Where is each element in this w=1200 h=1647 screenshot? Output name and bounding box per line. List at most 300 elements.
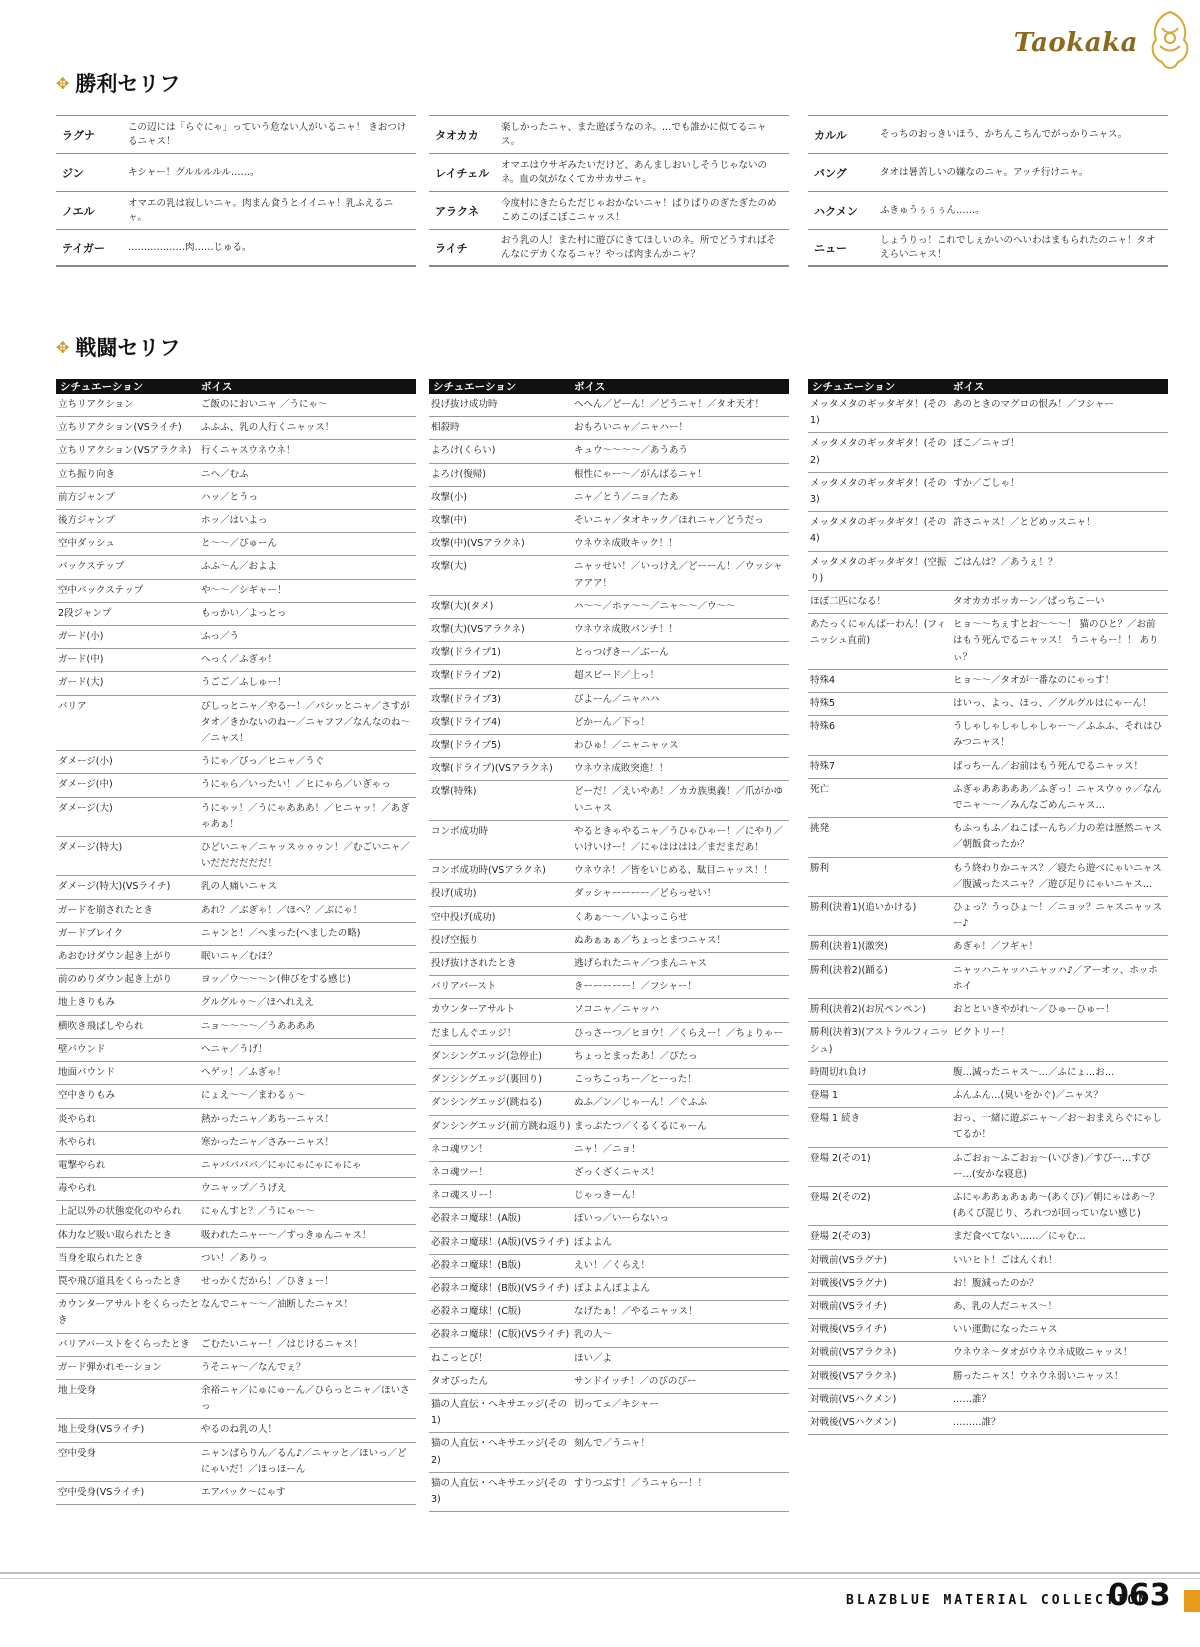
situation-cell: カウンターアサルト: [431, 1004, 516, 1016]
table-row: [429, 781, 789, 820]
situation-cell: 当身を取られたとき: [58, 1252, 144, 1264]
table-row: [56, 1248, 416, 1271]
voice-cell: くあぁ～～／いよっこらせ: [574, 911, 688, 923]
character-name: バング: [814, 166, 847, 180]
table-row: [808, 1296, 1168, 1319]
table-row: [429, 417, 789, 440]
voice-cell: せっかくだから！／ひきょー！: [201, 1275, 334, 1287]
situation-cell: 前方ジャンプ: [58, 491, 115, 503]
situation-cell: ダンシングエッジ(裏回り): [431, 1074, 542, 1086]
situation-cell: ねこっとび！: [431, 1352, 488, 1364]
situation-cell: 空中投げ(成功): [431, 911, 496, 923]
situation-cell: 猫の人直伝・ヘキサエッジ(その2): [431, 1438, 568, 1466]
voice-cell: ニャ！／ニョ！: [574, 1143, 641, 1155]
header-situation: シチュエーション: [60, 381, 144, 393]
victory-line: おう乳の人！また村に遊びにきてほしいのネ。所でどうすればそんなにデカくなるニャ？やっぱ肉まんかニャ？: [501, 234, 776, 260]
table-row: [56, 672, 416, 695]
table-row: [429, 1301, 789, 1324]
situation-cell: ダメージ(小): [58, 756, 113, 768]
table-row: [429, 821, 789, 860]
situation-cell: 必殺ネコ魔球！(C版): [431, 1306, 522, 1318]
page-tab-marker: [1184, 1590, 1200, 1612]
table-row: [429, 930, 789, 953]
table-row: [808, 433, 1168, 472]
table-row: [56, 1201, 416, 1224]
situation-cell: 登場 1: [810, 1089, 839, 1101]
table-row: [429, 689, 789, 712]
table-row: [56, 1294, 416, 1333]
situation-cell: ガード(中): [58, 654, 104, 666]
situation-cell: 横吹き飛ばしやられ: [58, 1020, 144, 1032]
situation-cell: 2段ジャンプ: [58, 607, 112, 619]
voice-cell: とっつげきー／ぶーん: [574, 647, 669, 659]
situation-cell: 攻撃(ドライブ)(VSアラクネ): [431, 763, 553, 775]
voice-cell: ひょっ？うっひょ～！／ニョッ？ニャスニャッスー♪: [953, 902, 1163, 930]
table-row: [56, 417, 416, 440]
voice-cell: にょえ～～／まわるぅ～: [201, 1090, 306, 1102]
situation-cell: 後方ジャンプ: [58, 515, 115, 527]
table-row: [429, 1371, 789, 1394]
situation-cell: 前のめりダウン起き上がり: [58, 974, 173, 986]
table-row: [429, 1232, 789, 1255]
table-row: [429, 394, 789, 417]
voice-cell: ウニャップ／うげえ: [201, 1183, 287, 1195]
situation-cell: ネコ魂ワン！: [431, 1143, 489, 1155]
table-row: [56, 1380, 416, 1419]
table-header: [56, 379, 416, 394]
situation-cell: 登場 2(その2): [810, 1191, 871, 1203]
situation-cell: 特殊7: [810, 760, 836, 772]
situation-cell: ガードブレイク: [58, 927, 124, 939]
situation-cell: ガード(大): [58, 677, 104, 689]
table-row: [429, 619, 789, 642]
situation-cell: 死亡: [810, 783, 830, 795]
situation-cell: 氷やられ: [58, 1136, 97, 1148]
situation-cell: 勝利(決着3)(アストラルフィニッシュ): [810, 1027, 949, 1055]
voice-cell: なげたぁ！／やるニャッス！: [574, 1306, 698, 1318]
situation-cell: 登場 1 続き: [810, 1113, 861, 1125]
victory-line: そっちのおっきいほう、かちんこちんでがっかりニャス。: [880, 128, 1128, 140]
voice-cell: 余裕ニャ／にゅにゅーん／ひらっとニャ／ほいさっ: [201, 1384, 410, 1413]
voice-cell: どーだ！／えいやあ！／カカ族奥義！／爪がかゆいニャス: [574, 786, 784, 814]
situation-cell: ダメージ(中): [58, 779, 113, 791]
voice-cell: 根性にゃー～／がんばるニャ！: [574, 468, 707, 480]
table-row: [808, 552, 1168, 591]
table-row: [56, 649, 416, 672]
situation-cell: 地上受身: [58, 1384, 97, 1396]
voice-cell: もっかい／よっとっ: [201, 607, 287, 619]
situation-cell: 勝利(決着1)(激突): [810, 941, 888, 953]
table-row: [429, 712, 789, 735]
voice-cell: サンドイッチ！／のびのびー: [574, 1375, 697, 1387]
victory-column-1: [56, 115, 416, 267]
table-row: [429, 596, 789, 619]
situation-cell: メッタメタのギッタギタ！(その4): [810, 517, 947, 545]
table-row: [429, 533, 789, 556]
voice-cell: やるのね乳の人！: [201, 1424, 278, 1436]
voice-cell: ハッ／とうっ: [201, 491, 259, 503]
voice-cell: もふっもふ／ねこぱーんち／力の差は歴然ニャス／朝飯食ったか？: [953, 823, 1163, 851]
voice-cell: へへん／どーん！／どうニャ！／タオ天才！: [574, 399, 765, 410]
table-row: [56, 1016, 416, 1039]
victory-row: [56, 229, 416, 267]
situation-cell: 攻撃(小): [431, 491, 467, 503]
table-row: [808, 1085, 1168, 1108]
table-row: [808, 756, 1168, 779]
table-row: [808, 818, 1168, 857]
voice-cell: ウネウネ成敗キック！！: [574, 538, 678, 550]
situation-cell: コンボ成功時(VSアラクネ): [431, 865, 546, 877]
voice-cell: 乳の人～: [574, 1329, 613, 1341]
victory-row: [429, 229, 789, 267]
situation-cell: よろけ(くらい): [431, 445, 496, 457]
voice-cell: うにゃッ！／うにゃあああ！／ヒニャッ！／あぎゃあぁ！: [201, 802, 410, 830]
voice-cell: ニャ／とう／ニョ／たあ: [574, 491, 679, 503]
table-row: [808, 1412, 1168, 1435]
voice-cell: ざっくざくニャス！: [574, 1166, 660, 1178]
voice-cell: と～～／ぴゅーん: [201, 538, 278, 550]
battle-heading-text: 戦闘セリフ: [75, 336, 181, 360]
voice-cell: ウネウネ成敗パンチ！！: [574, 624, 678, 636]
situation-cell: メッタメタのギッタギタ！(その1): [810, 399, 947, 427]
footer-rule: [0, 1572, 1200, 1574]
situation-cell: 攻撃(大)(タメ): [431, 600, 494, 612]
table-row: [56, 440, 416, 463]
header-voice: ボイス: [201, 381, 233, 393]
battle-column-3: [808, 379, 1168, 1435]
table-row: [808, 716, 1168, 755]
voice-cell: びよーん／ニャハハ: [574, 693, 660, 705]
voice-cell: すりつぶす！／うニャらー！！: [574, 1477, 708, 1489]
situation-cell: 勝利: [810, 862, 830, 874]
voice-cell: や～～／シギャー！: [201, 584, 287, 596]
victory-line: オマエの乳は寂しいニャ。肉まん食うとイイニャ！乳ふえるニャ。: [128, 197, 394, 223]
voice-cell: あ、乳の人だニャス～！: [953, 1300, 1058, 1312]
voice-cell: 眠いニャ／むほ？: [201, 951, 278, 963]
situation-cell: 時間切れ負け: [810, 1066, 868, 1078]
voice-cell: こっちこっちー／とーった！: [574, 1074, 697, 1086]
table-row: [429, 556, 789, 595]
table-row: [429, 642, 789, 665]
table-row: [808, 1250, 1168, 1273]
situation-cell: バックステップ: [58, 561, 125, 573]
situation-cell: 対戦前(VSラグナ): [810, 1254, 887, 1266]
character-name: ハクメン: [814, 204, 858, 218]
situation-cell: 攻撃(ドライブ2): [431, 670, 501, 682]
table-row: [56, 923, 416, 946]
table-row: [429, 487, 789, 510]
victory-row: [808, 229, 1168, 267]
victory-line: しょうりっ！これでしぇかいのへいわはまもられたのニャ！タオえらいニャス！: [880, 234, 1156, 260]
table-row: [808, 936, 1168, 959]
voice-cell: ウネウネ成敗突進！！: [574, 763, 669, 775]
situation-cell: ダメージ(大): [58, 802, 113, 814]
situation-cell: 特殊6: [810, 721, 836, 733]
situation-cell: ガード(小): [58, 631, 104, 643]
voice-cell: エアバック～にゃす: [201, 1486, 286, 1498]
table-row: [429, 1023, 789, 1046]
table-row: [808, 1342, 1168, 1365]
battle-column-1: [56, 379, 416, 1505]
voice-cell: ニャババババ／にゃにゃにゃにゃにゃ: [201, 1159, 362, 1171]
voice-cell: 勝ったニャス！ウネウネ弱いニャッス！: [953, 1370, 1124, 1382]
voice-cell: つい！／ありっ: [201, 1252, 268, 1264]
situation-cell: バリア: [58, 700, 87, 712]
victory-line: ………………肉……じゅる。: [128, 241, 252, 253]
voice-cell: 超スピード／上っ！: [574, 670, 660, 682]
table-row: [429, 1394, 789, 1433]
voice-cell: うごご／ふしゅー！: [201, 677, 287, 689]
voice-cell: ふふふ、乳の人行くニャッス！: [201, 422, 335, 434]
voice-cell: キュウ～～～～／あうあう: [574, 445, 689, 457]
victory-line: ふきゅうぅぅぅん……。: [880, 204, 985, 216]
victory-heading-text: 勝利セリフ: [75, 72, 181, 96]
table-row: [56, 1039, 416, 1062]
situation-cell: 攻撃(ドライブ4): [431, 716, 501, 728]
situation-cell: バリアバーストをくらったとき: [58, 1338, 190, 1350]
voice-cell: にゃんすと？／うにゃ～～: [201, 1206, 315, 1218]
page-number: 063: [1108, 1578, 1171, 1613]
situation-cell: 立ちリアクション: [58, 399, 134, 410]
character-name: ライチ: [435, 241, 468, 255]
table-row: [429, 665, 789, 688]
situation-cell: 必殺ネコ魔球！(C版)(VSライチ): [431, 1329, 570, 1341]
voice-cell: ホッ／はいよっ: [201, 515, 268, 527]
table-row: [56, 533, 416, 556]
voice-cell: ぴしっとニャ／やるー！／バシッとニャ／さすがタオ／きかないのねー／ニャフフ／なんなのね～／ニャス！: [201, 700, 411, 745]
voice-cell: お！腹減ったのか？: [953, 1277, 1039, 1289]
table-row: [429, 1139, 789, 1162]
battle-column-2: [429, 379, 789, 1512]
table-row: [56, 900, 416, 923]
voice-cell: うにゃら／いったい！／ヒにゃら／いぎゃっ: [201, 779, 391, 791]
situation-cell: ガード弾かれモーション: [58, 1361, 162, 1373]
situation-cell: 空中きりもみ: [58, 1090, 116, 1102]
voice-cell: タオカカボッカーン／ぱっちこーい: [953, 596, 1105, 608]
situation-cell: 猫の人直伝・ヘキサエッジ(その1): [431, 1398, 568, 1427]
voice-cell: ヒョ～～／タオが一番なのにゃっす！: [953, 674, 1115, 686]
table-row: [56, 464, 416, 487]
situation-cell: 上記以外の状態変化のやられ: [58, 1206, 182, 1218]
situation-cell: 攻撃(大): [431, 561, 467, 573]
table-row: [56, 992, 416, 1015]
voice-cell: ほい／よ: [574, 1352, 613, 1364]
table-row: [56, 1334, 416, 1357]
situation-cell: 対戦後(VSアラクネ): [810, 1370, 897, 1382]
voice-cell: ばっちーん／お前はもう死んでるニャッス！: [953, 760, 1144, 772]
situation-cell: 体力など吸い取られたとき: [58, 1229, 173, 1241]
situation-cell: タオぴったん: [431, 1375, 489, 1387]
situation-cell: 壁バウンド: [58, 1043, 106, 1055]
situation-cell: 攻撃(ドライブ5): [431, 740, 501, 752]
situation-cell: 相殺時: [431, 422, 460, 434]
victory-column-2: [429, 115, 789, 267]
character-name: アラクネ: [435, 204, 479, 218]
situation-cell: 特殊5: [810, 698, 836, 710]
situation-cell: ネコ魂ツー！: [431, 1166, 489, 1178]
table-row: [56, 837, 416, 876]
voice-cell: 切ってェ／キシャー: [574, 1398, 659, 1410]
voice-cell: ちょっとまったあ！／ぴたっ: [574, 1050, 698, 1062]
table-row: [429, 1473, 789, 1512]
victory-line: オマエはウサギみたいだけど、あんましおいしそうじゃないのネ。血の気がなくてカサカサニャ。: [501, 159, 768, 185]
character-name: ニュー: [814, 241, 847, 255]
victory-line: この辺には「らぐにゃ」っていう危ない人がいるニャ！ きおつけるニャス！: [128, 121, 407, 147]
character-name: カルル: [814, 128, 847, 142]
table-row: [429, 464, 789, 487]
voice-cell: ヘニャ／うげ！: [201, 1043, 268, 1055]
voice-cell: すか／ごしゃ！: [953, 477, 1020, 489]
table-row: [429, 735, 789, 758]
table-row: [808, 1226, 1168, 1249]
situation-cell: コンボ成功時: [431, 825, 489, 837]
situation-cell: ダメージ(特大)(VSライチ): [58, 881, 171, 893]
situation-cell: バリアバースト: [431, 981, 497, 993]
situation-cell: 攻撃(特殊): [431, 786, 477, 798]
character-name: タオカカ: [435, 128, 479, 142]
voice-cell: どかーん／下っ！: [574, 716, 651, 728]
situation-cell: 対戦前(VSハクメン): [810, 1393, 897, 1405]
character-name: ジン: [62, 166, 84, 180]
battle-heading: [56, 332, 180, 362]
victory-heading: [56, 68, 180, 98]
table-row: [808, 614, 1168, 670]
voice-cell: おとといきやがれ～／ひゅーひゅー！: [953, 1004, 1115, 1016]
table-row: [56, 876, 416, 899]
situation-cell: 攻撃(中)(VSアラクネ): [431, 538, 525, 550]
voice-cell: ウネウネ！／皆をいじめる、駄目ニャッス！！: [574, 865, 773, 877]
voice-cell: ご飯のにおいニャ ／うにゃ～: [201, 399, 328, 410]
table-row: [808, 1273, 1168, 1296]
table-row: [429, 1433, 789, 1472]
table-row: [808, 473, 1168, 512]
voice-cell: おっ、一緒に遊ぶニャ～／お～おまえらぐにゃしてるか！: [953, 1113, 1162, 1141]
situation-cell: 対戦後(VSハクメン): [810, 1416, 897, 1428]
situation-cell: 攻撃(ドライブ1): [431, 647, 501, 659]
situation-cell: 投げ空振り: [431, 934, 479, 946]
character-name: レイチェル: [435, 166, 490, 180]
table-row: [429, 1324, 789, 1347]
situation-cell: 必殺ネコ魔球！(B版): [431, 1259, 521, 1271]
victory-row: [808, 153, 1168, 191]
situation-cell: 必殺ネコ魔球！(B版)(VSライチ): [431, 1282, 570, 1294]
table-row: [429, 758, 789, 781]
victory-column-3: [808, 115, 1168, 267]
situation-cell: 炎やられ: [58, 1113, 97, 1125]
character-name: テイガー: [62, 241, 105, 255]
character-name: ラグナ: [62, 128, 95, 142]
voice-cell: 吸われたニャー～／すっきゅんニャス！: [201, 1229, 372, 1241]
table-row: [808, 1187, 1168, 1226]
table-row: [429, 999, 789, 1022]
voice-cell: ビクトリー！: [953, 1027, 1011, 1039]
table-row: [808, 858, 1168, 897]
situation-cell: 罠や飛び道具をくらったとき: [58, 1275, 182, 1287]
situation-cell: 必殺ネコ魔球！(A版)(VSライチ): [431, 1236, 570, 1248]
victory-row: [808, 115, 1168, 153]
voice-cell: まっぷたつ／くるくるにゃーん: [574, 1120, 707, 1132]
table-row: [808, 693, 1168, 716]
situation-cell: ダンシングエッジ(前方跳ね返り): [431, 1120, 571, 1132]
situation-cell: 電撃やられ: [58, 1159, 106, 1171]
situation-cell: あおむけダウン起き上がり: [58, 951, 173, 963]
table-row: [56, 487, 416, 510]
situation-cell: 空中バックステップ: [58, 584, 144, 596]
table-row: [429, 1208, 789, 1231]
situation-cell: 投げ抜けされたとき: [431, 958, 517, 970]
voice-cell: ひどいニャ／ニャッスゥゥゥン！／むごいニャ／いだだだだだだ！: [201, 842, 410, 870]
voice-cell: うそニャ～／なんでぇ？: [201, 1361, 306, 1373]
victory-row: [56, 191, 416, 229]
voice-cell: ヒョ～～ちぇすとお～～～！ 猫のひと？／お前はもう死んでるニャッス！ うニャらー！！ ありぃ？: [953, 619, 1159, 663]
voice-cell: まだ食べてない……／にゃむ…: [953, 1231, 1086, 1243]
voice-cell: あのときのマグロの恨み！／フシャー: [953, 399, 1114, 410]
situation-cell: 立ちリアクション(VSアラクネ): [58, 445, 192, 457]
table-row: [56, 1357, 416, 1380]
table-row: [56, 1178, 416, 1201]
situation-cell: ダンシングエッジ(急停止): [431, 1050, 542, 1062]
situation-cell: 毒やられ: [58, 1183, 97, 1195]
voice-cell: じゃっきーん！: [574, 1190, 641, 1202]
table-row: [56, 580, 416, 603]
voice-cell: わひゅ！／ニャニャッス: [574, 740, 679, 752]
voice-cell: はいっ、よっ、ほっ、／グルグルはにゃーん！: [953, 698, 1152, 710]
situation-cell: だましんぐエッジ！: [431, 1027, 517, 1039]
victory-line: タオは暑苦しいの嫌なのニャ。アッチ行けニャ。: [880, 166, 1089, 178]
situation-cell: 勝利(決着2)(お尻ペンペン): [810, 1004, 926, 1016]
table-row: [429, 510, 789, 533]
table-row: [56, 1132, 416, 1155]
victory-row: [429, 115, 789, 153]
voice-cell: ヘゲッ！／ふぎゃ！: [201, 1067, 287, 1079]
table-row: [56, 510, 416, 533]
situation-cell: 特殊4: [810, 674, 836, 686]
situation-cell: メッタメタのギッタギタ！(その2): [810, 438, 947, 466]
table-row: [429, 907, 789, 930]
voice-cell: いい運動になったニャス: [953, 1324, 1058, 1336]
table-row: [429, 976, 789, 999]
situation-cell: 地上きりもみ: [58, 997, 116, 1009]
voice-cell: ぬあぁぁぁ／ちょっとまつニャス！: [574, 934, 726, 946]
situation-cell: カウンターアサルトをくらったとき: [58, 1299, 200, 1327]
table-row: [56, 1225, 416, 1248]
table-row: [429, 1116, 789, 1139]
voice-cell: もう終わりかニャス？／寝たら遊べにゃいニャス／腹減ったスニャ？／遊び足りにゃいニャス…: [953, 862, 1162, 890]
situation-cell: 対戦後(VSライチ): [810, 1324, 887, 1336]
table-row: [808, 999, 1168, 1022]
voice-cell: うにゃ／ぴっ／ヒニャ／うぐ: [201, 756, 325, 768]
situation-cell: ダンシングエッジ(跳ねる): [431, 1097, 542, 1109]
character-name: ノエル: [62, 204, 95, 218]
situation-cell: 勝利(決着2)(踊る): [810, 964, 888, 976]
table-row: [56, 1482, 416, 1505]
table-row: [808, 897, 1168, 936]
voice-cell: ニャンと！／へまった(へましたの略): [201, 927, 361, 939]
voice-cell: えい！／くらえ！: [574, 1259, 651, 1271]
situation-cell: ダメージ(特大): [58, 842, 123, 854]
table-row: [56, 1155, 416, 1178]
situation-cell: メッタメタのギッタギタ！(空振り): [810, 556, 947, 584]
situation-cell: 投げ抜け成功時: [431, 399, 498, 410]
situation-cell: 勝利(決着1)(追いかける): [810, 902, 917, 914]
table-row: [808, 1062, 1168, 1085]
voice-cell: 熱かったニャ／あちーニャス！: [201, 1113, 335, 1125]
table-row: [56, 603, 416, 626]
table-row: [56, 626, 416, 649]
voice-cell: ウネウネ～タオがウネウネ成敗ニャッス！: [953, 1347, 1133, 1359]
voice-cell: 行くニャスウネウネ！: [201, 445, 296, 457]
table-row: [808, 1389, 1168, 1412]
